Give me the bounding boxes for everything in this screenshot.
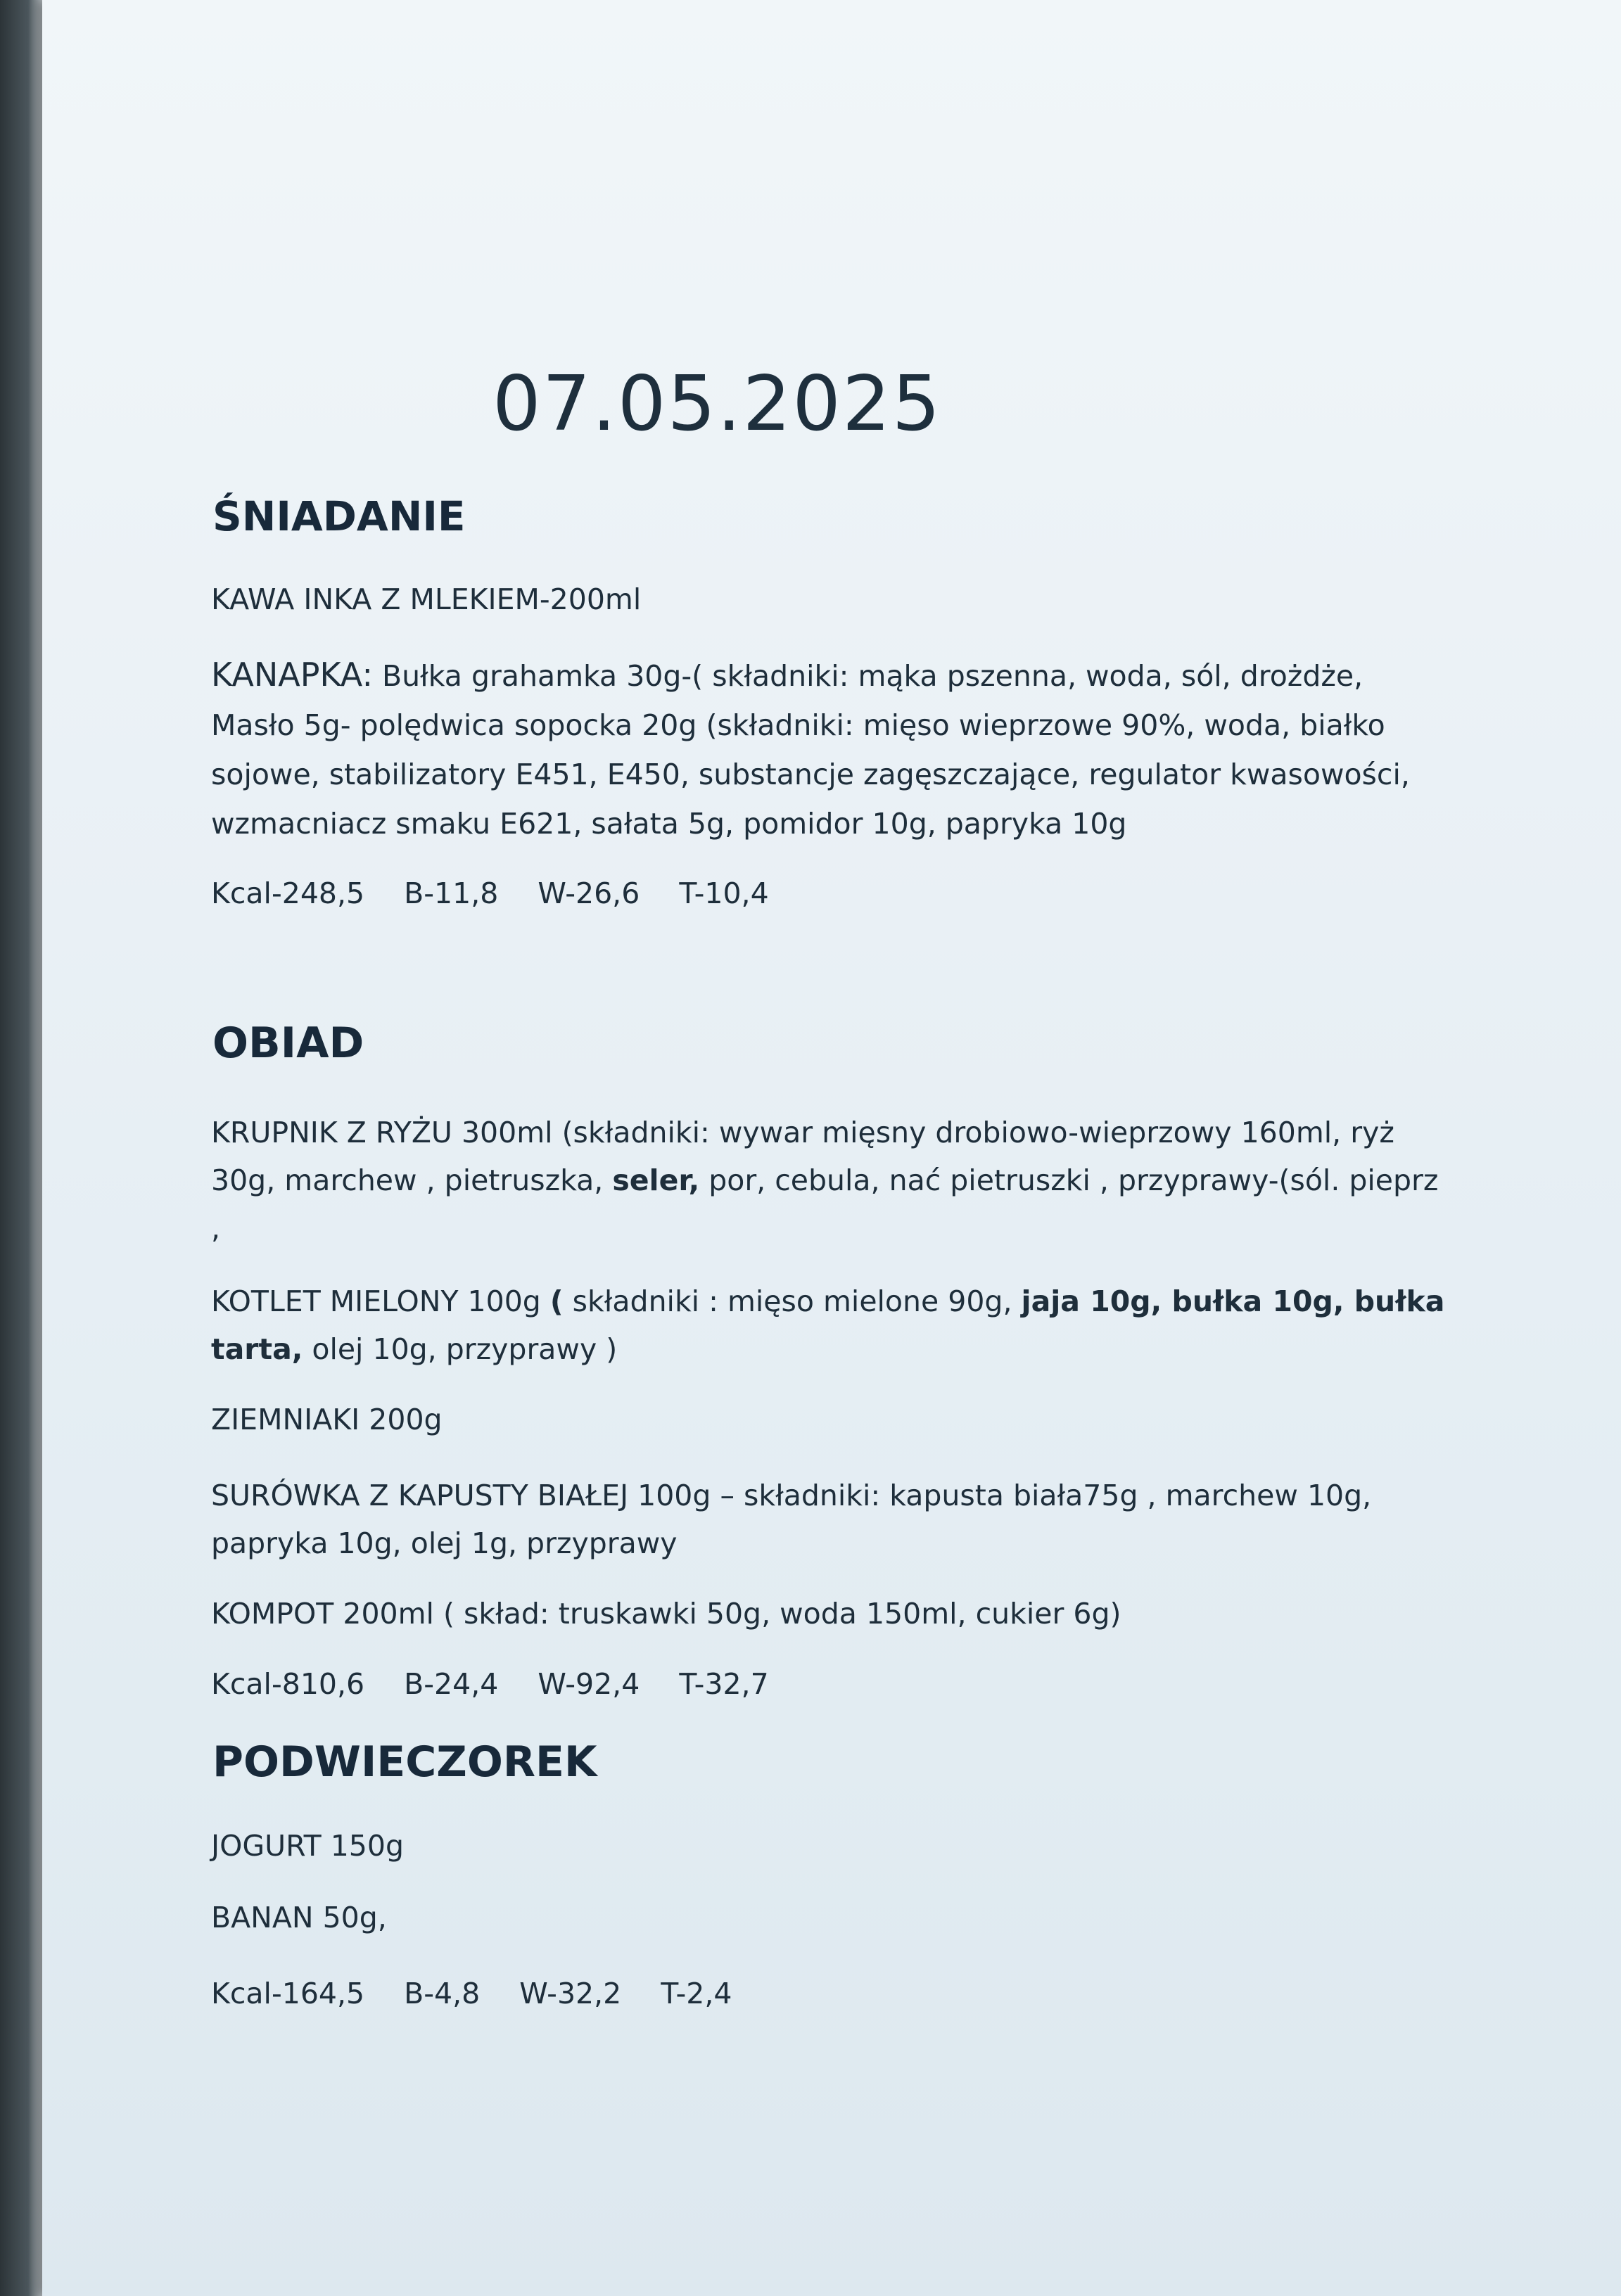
soup-text-start: KRUPNIK Z RYŻU 300ml (składniki: wywar mięsny drobiowo-wieprzowy 160ml, ryż 30g, marchew , pietruszka, xyxy=(211,1116,1394,1197)
lunch-compote: KOMPOT 200ml ( skład: truskawki 50g, woda 150ml, cukier 6g) xyxy=(211,1597,1121,1631)
snack-nutrition xyxy=(211,1970,1449,2017)
breakfast-drink: KAWA INKA Z MLEKIEM-200ml xyxy=(211,582,642,616)
snack-kcal: Kcal-164,5 xyxy=(211,1977,365,2010)
breakfast-carbs: W-26,6 xyxy=(538,876,640,910)
lunch-kcal: Kcal-810,6 xyxy=(211,1667,365,1701)
snack-fat: T-2,4 xyxy=(661,1977,732,2010)
snack-heading: PODWIECZOREK xyxy=(212,1737,597,1787)
snack-protein: B-4,8 xyxy=(404,1977,481,2010)
sandwich-description: Bułka grahamka 30g-( składniki: mąka pszenna, woda, sól, drożdże, Masło 5g- polędwica sopocka 20g (składniki: mięso wieprzowe 90%, woda, białko sojowe, stabilizatory E451, E450, substancje zagęszczające, regulator kwasowości, wzmacniacz smaku E621, sałata 5g, pomidor 10g, papryka 10g xyxy=(211,659,1410,841)
breakfast-protein: B-11,8 xyxy=(404,876,499,910)
breakfast-kcal: Kcal-248,5 xyxy=(211,876,365,910)
snack-banana: BANAN 50g, xyxy=(211,1901,387,1934)
snack-carbs: W-32,2 xyxy=(519,1977,622,2010)
breakfast-nutrition xyxy=(211,869,1449,917)
lunch-heading: OBIAD xyxy=(212,1019,364,1068)
lunch-carbs: W-92,4 xyxy=(538,1667,640,1701)
cutlet-text-start: KOTLET MIELONY 100g xyxy=(211,1284,550,1318)
lunch-cutlet xyxy=(211,1277,1449,1373)
soup-text-end: por, cebula, nać pietruszki , przyprawy-(sól. pieprz , xyxy=(211,1163,1439,1245)
soup-allergen: seler, xyxy=(612,1163,700,1197)
sandwich-label: KANAPKA: xyxy=(211,656,373,694)
lunch-protein: B-24,4 xyxy=(404,1667,499,1701)
lunch-nutrition xyxy=(211,1660,1449,1708)
lunch-fat: T-32,7 xyxy=(679,1667,769,1701)
cutlet-text-end: olej 10g, przyprawy ) xyxy=(303,1332,618,1366)
breakfast-fat: T-10,4 xyxy=(679,876,769,910)
lunch-soup xyxy=(211,1109,1449,1252)
breakfast-sandwich xyxy=(211,650,1449,848)
lunch-potatoes: ZIEMNIAKI 200g xyxy=(211,1403,443,1436)
lunch-salad: SURÓWKA Z KAPUSTY BIAŁEJ 100g – składniki: kapusta biała75g , marchew 10g, papryka 10g, olej 1g, przyprawy xyxy=(211,1479,1372,1560)
menu-date: 07.05.2025 xyxy=(492,360,942,448)
cutlet-paren: ( xyxy=(549,1284,564,1318)
cutlet-allergens: jaja 10g, bułka 10g, bułka tarta, xyxy=(211,1284,1445,1366)
cutlet-text-mid: składniki : mięso mielone 90g, xyxy=(563,1284,1022,1318)
breakfast-heading: ŚNIADANIE xyxy=(212,492,466,540)
snack-yogurt: JOGURT 150g xyxy=(211,1829,405,1863)
